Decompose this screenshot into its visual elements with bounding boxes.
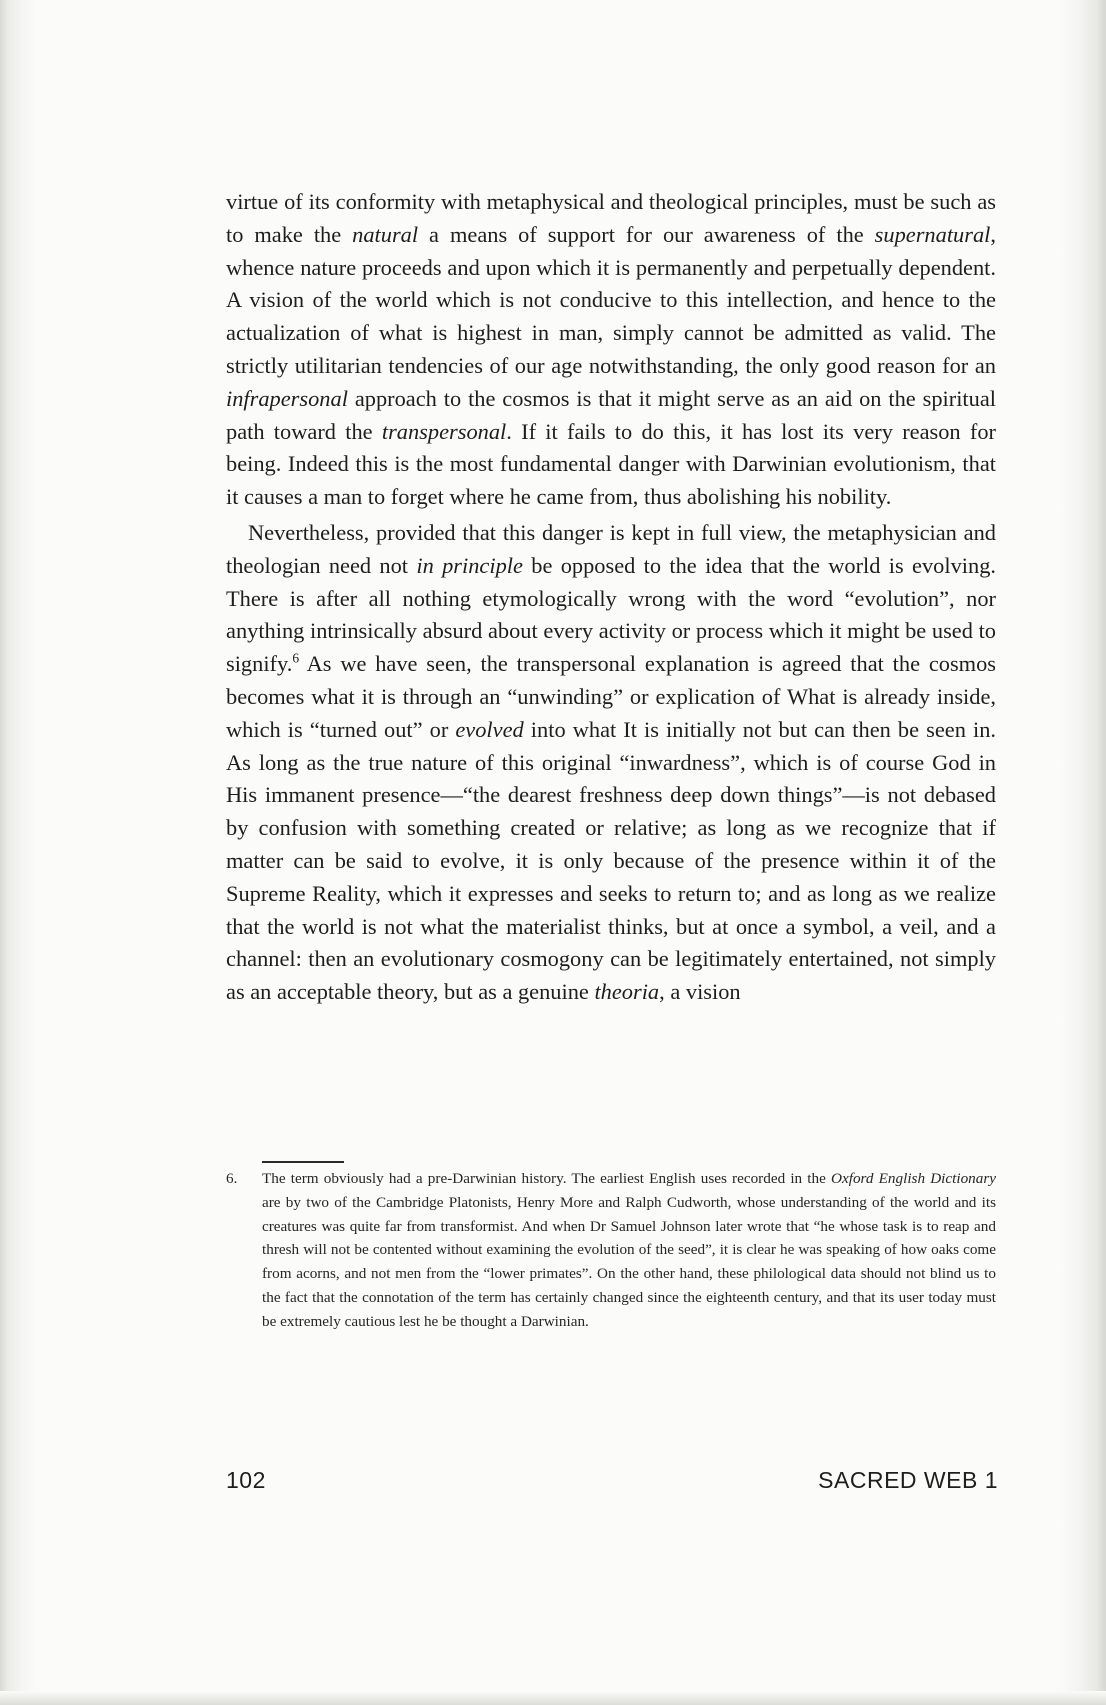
footnote-6 (226, 1167, 997, 1334)
italic-text: natural (352, 221, 419, 247)
body-text (226, 186, 996, 1009)
text-run: , a vision (659, 979, 741, 1005)
italic-text: supernatural (874, 221, 991, 247)
text-run: . If it fails to do this, it has lost its very reason for being. Indeed this is the most fundamental danger with Darwinian evolutionism, that it causes a man to forget where he came from, thus abolishing his nobility. (226, 418, 996, 510)
footnote-reference: 6 (292, 650, 300, 666)
footnote-number: 6. (226, 1170, 238, 1187)
text-run: approach to the cosmos is that it might serve as an aid on the spiritual path toward the (226, 385, 996, 444)
italic-text: infrapersonal (226, 385, 348, 411)
text-run: a means of support for our awareness of the (418, 221, 875, 247)
italic-text: in principle (416, 552, 523, 578)
text-run: The term obviously had a pre-Darwinian history. The earliest English uses recorded in the (262, 1170, 832, 1187)
footnote-text (262, 1170, 996, 1330)
text-run: be opposed to the idea that the world is evolving. There is after all nothing etymologically wrong with the word “evolution”, nor anything intrinsically absurd about every activity or process which it might be used to signify. (226, 552, 997, 677)
page-number: 102 (226, 1467, 266, 1493)
page-bottom-edge (0, 1691, 1106, 1705)
italic-text: Oxford English Dictionary (831, 1170, 997, 1187)
italic-text: theoria (594, 979, 660, 1005)
text-run: into what It is initially not but can then be seen in. As long as the true nature of this original “inwardness”, which is of course God in His immanent presence—“the dearest freshness deep down things”—is not debased by confusion with something created or relative; as long as we recognize that if matter can be said to evolve, it is only because of the presence within it of the Supreme Reality, which it expresses and seeks to return to; and as long as we realize that the world is not what the materialist thinks, but at once a symbol, a veil, and a channel: then an evolutionary cosmogony can be legitimately entertained, not simply as an acceptable theory, but as a genuine (226, 716, 996, 1005)
text-run: As we have seen, the transpersonal explanation is agreed that the cosmos becomes what it is through an “unwinding” or explication of What is already inside, which is “turned out” or (226, 651, 996, 742)
text-run: are by two of the Cambridge Platonists, Henry More and Ralph Cudworth, whose understanding of the world and its creatures was quite far from transformist. And when Dr Samuel Johnson later wrote that “he whose task is to reap and thresh will not be contented without examining the evolution of the seed”, it is clear he was speaking of how oaks come from acorns, and not men from the “lower primates”. On the other hand, these philological data should not blind us to the fact that the connotation of the term has certainly changed since the eighteenth century, and that its user today must be extremely cautious lest he be thought a Darwinian. (262, 1193, 996, 1330)
page-edge-shadow (1060, 0, 1106, 1705)
text-run: Nevertheless, provided that this danger is kept in full view, the metaphysician and theologian need not (226, 519, 996, 578)
italic-text: transpersonal (381, 418, 507, 444)
italic-text: evolved (455, 716, 524, 742)
paragraph-2 (226, 517, 996, 1009)
footnote-rule (262, 1161, 344, 1163)
text-run: virtue of its conformity with metaphysical and theological principles, must be such as to make the (226, 189, 996, 247)
running-footer: SACRED WEB 1 (818, 1467, 998, 1493)
page-gutter-shadow (0, 0, 36, 1705)
text-run: , whence nature proceeds and upon which it is permanently and perpetually dependent. A vision of the world which is not conducive to this intellection, and hence to the actualization of what is highest in man, simply cannot be admitted as valid. The strictly utilitarian tendencies of our age notwithstanding, the only good reason for an (226, 221, 996, 378)
paragraph-1 (226, 186, 996, 514)
